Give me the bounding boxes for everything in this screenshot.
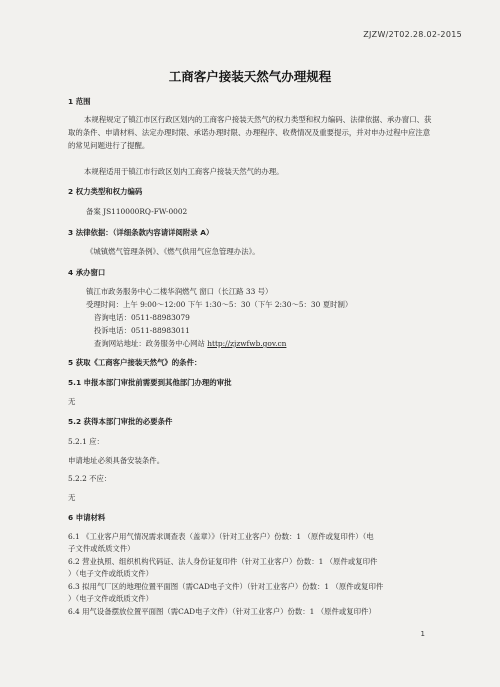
- section-5-2-1-value: 申请地址必须具备安装条件。: [68, 456, 165, 465]
- website-label: 查询网站地址：政务服务中心网站: [94, 339, 205, 348]
- legal-basis: 《城镇燃气管理条例》、《燃气供用气应急管理办法》。: [86, 247, 260, 256]
- section-1-heading: 1 范围: [68, 97, 91, 106]
- section-1-applicability: 本规程适用于镇江市行政区划内工商客户接装天然气的办理。: [84, 167, 284, 176]
- complaint-phone: 投诉电话：0511-88983011: [94, 326, 190, 335]
- section-5-2-2-value: 无: [68, 493, 76, 502]
- section-2-heading: 2 权力类型和权力编码: [68, 187, 143, 196]
- section-6-heading: 6 申请材料: [68, 513, 106, 522]
- material-line: 子文件或纸质文件）: [68, 544, 135, 553]
- material-line: 6.3 拟用气厂区的地理位置平面图（需CAD电子文件）（针对工业客户）份数：1 （原件或复印件: [68, 582, 384, 591]
- material-line: ）（电子文件或纸质文件）: [68, 569, 153, 578]
- section-3-heading: 3 法律依据：（详细条款内容请详阅附录 A）: [68, 228, 214, 237]
- section-5-2-1-heading: 5.2.1 应：: [68, 437, 104, 446]
- office-hours: 受理时间：上午 9:00～12:00 下午 1:30～5：30（下午 2:30～5：30 夏时制）: [86, 300, 353, 309]
- section-5-2-heading: 5.2 获得本部门审批的必要条件: [68, 417, 173, 426]
- page-number: 1: [420, 630, 425, 638]
- section-5-2-2-heading: 5.2.2 不应：: [68, 474, 112, 483]
- section-1-paragraph: 本规程规定了镇江市区行政区划内的工商客户接装天然气的权力类型和权力编码、法律依据、承办窗口、获取的条件、申请材料、法定办理时限、承诺办理时限、办理程序、收费情况及重要提示，并对申办过程中应注意的常见问题进行了提醒。: [68, 115, 432, 150]
- material-line: 6.4 用气设备摆放位置平面图（需CAD电子文件）（针对工业客户）份数：1 （原件或复印件）: [68, 607, 376, 616]
- website-line: [0, 338, 500, 349]
- service-window: 镇江市政务服务中心二楼华润燃气 窗口（长江路 33 号）: [86, 287, 273, 296]
- section-4-heading: 4 承办窗口: [68, 268, 106, 277]
- authority-code: 备案 JS110000RQ-FW-0002: [86, 207, 188, 216]
- material-line: 6.1 《工业客户用气情况需求调查表（盖章）》（针对工业客户）份数：1 （原件或复印件）（电: [68, 532, 374, 541]
- consult-phone: 咨询电话：0511-88983079: [94, 313, 190, 322]
- page-title: 工商客户接装天然气办理规程: [168, 69, 332, 84]
- section-5-1-heading: 5.1 申报本部门审批前需要到其他部门办理的审批: [68, 378, 232, 387]
- website-link[interactable]: http://zjzwfwb.gov.cn: [207, 339, 287, 348]
- section-5-heading: 5 获取《工商客户接装天然气》的条件：: [68, 358, 202, 367]
- section-5-1-value: 无: [68, 397, 76, 406]
- material-line: ）（电子文件或纸质文件）: [68, 594, 153, 603]
- material-line: 6.2 营业执照、组织机构代码证、法人身份证复印件（针对工业客户）份数：1 （原件或复印件: [68, 557, 378, 566]
- document-number: ZJZW/2T02.28.02-2015: [363, 30, 462, 39]
